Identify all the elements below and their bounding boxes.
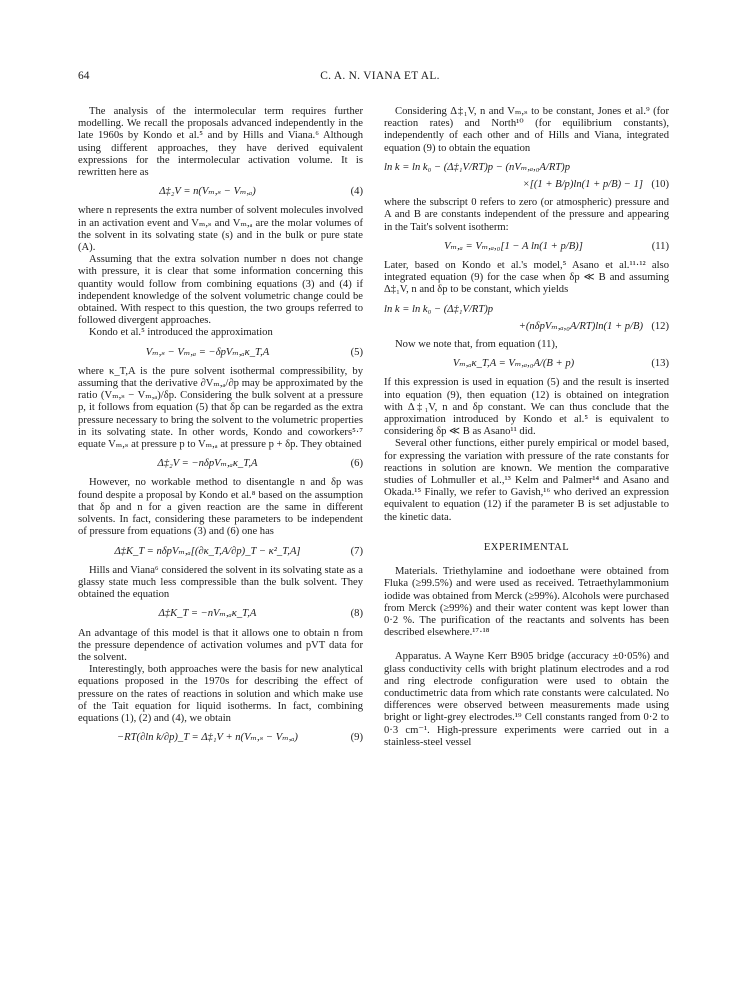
- paragraph: where κ_T,A is the pure solvent isothermal compressibility, by assuming that the derivative ∂Vₘ,ₐ/∂p may be approximated by the ratio (Vₘ,ₛ − Vₘ,ₐ)/δp. Considering the bulk solvent at a pressure p, it follows from equation (5) that δp can be regarded as the extra pressure necessary to bring the solvent to the volumetric properties in its solvating state. In other words, Kondo and coworkers⁵·⁷ equate Vₘ,ₛ at pressure p to Vₘ,ₐ at pressure p + δp. They obtained: [78, 365, 363, 451]
- equation-body: −RT(∂ln k/∂p)_T = Δ‡₁V + n(Vₘ,ₛ − Vₘ,ₐ): [117, 732, 298, 744]
- equation-12-continued: [384, 321, 669, 333]
- equation-body: ×[(1 + B/p)ln(1 + p/B) − 1]: [522, 179, 643, 191]
- equation-number: (13): [651, 358, 669, 370]
- paragraph: If this expression is used in equation (5) and the result is inserted into equation (9), then equation (12) is obtained on integration with Δ‡₁V, n and δp constant. We can thus conclude that the approximation introduced by Kondo et al.⁵ is equivalent to considering δp ≪ B as Asano¹¹ did.: [384, 377, 669, 438]
- equation-number: (12): [651, 320, 669, 332]
- paragraph: Materials. Triethylamine and iodoethane were obtained from Fluka (≥99.5%) and were used as received. Tetraethylammonium iodide was obtained from Merck (≥99%). Alcohols were purchased from Merck (≥99%) and their water content was kept lower than 0·2 %. The purification of the reactants and solvents has been described elsewhere.¹⁷·¹⁸: [384, 566, 669, 639]
- page-number: 64: [78, 70, 90, 82]
- equation-number: (4): [350, 186, 363, 198]
- equation-body: Δ‡₂V = −nδpVₘ,ₐκ_T,A: [157, 458, 258, 470]
- equation-body: Vₘ,ₛ − Vₘ,ₐ = −δpVₘ,ₐκ_T,A: [145, 346, 270, 358]
- equation-10-continued: [384, 179, 669, 191]
- equation-number: (5): [350, 346, 363, 358]
- paragraph: where the subscript 0 refers to zero (or atmospheric) pressure and A and B are constants independent of the pressure and appearing in the Tait's solvent isotherm:: [384, 197, 669, 233]
- equation-8: [78, 608, 363, 620]
- equation-body: Δ‡₂V = n(Vₘ,ₛ − Vₘ,ₐ): [159, 186, 256, 198]
- equation-number: (8): [350, 608, 363, 620]
- equation-body: +(nδpVₘ,ₐ,₀A/RT)ln(1 + p/B): [518, 320, 643, 332]
- paragraph: Kondo et al.⁵ introduced the approximation: [89, 327, 273, 339]
- section-title: EXPERIMENTAL: [483, 541, 570, 553]
- equation-body: ln k = ln k₀ − (Δ‡₁V/RT)p − (nVₘ,ₐ,₀A/RT)p: [384, 161, 571, 173]
- equation-5: [78, 347, 363, 359]
- paragraph-gap: [384, 639, 669, 651]
- equation-number: (7): [350, 545, 363, 557]
- paragraph: Interestingly, both approaches were the basis for new analytical equations proposed in the 1970s for describing the effect of pressure on the rates of reactions in solution and which make use of the Tait equation for liquid isotherms. In fact, combining equations (1), (2) and (4), we obtain: [78, 664, 363, 724]
- paragraph: Hills and Viana⁶ considered the solvent in its solvating state as a glassy state much less compressible than the bulk solvent. They obtained the equation: [78, 564, 363, 601]
- equation-body: Δ‡K_T = nδpVₘ,ₐ[(∂κ_T,A/∂p)_T − κ²_T,A]: [114, 545, 301, 557]
- equation-10: [384, 162, 669, 174]
- paragraph: Assuming that the extra solvation number n does not change with pressure, it is clear that some information concerning this quantity would follow from combining equations (3) and (4) if independent knowledge of the solvent volumetric change could be obtained. With respect to this question, the two groups referred to followed divergent approaches.: [78, 254, 363, 327]
- equation-6: [78, 458, 363, 470]
- equation-number: (6): [350, 458, 363, 470]
- paragraph: The analysis of the intermolecular term requires further modelling. We recall the proposals advanced independently in the late 1960s by Kondo et al.⁵ and by Hills and Viana.⁶ Although using different approaches, they have derived equivalent expressions for the intermolecular activation volume. It is rewritten here as: [78, 106, 363, 179]
- equation-number: (11): [651, 240, 669, 252]
- paragraph: An advantage of this model is that it allows one to obtain n from the pressure dependence of activation volumes and pVT data for the solvent.: [78, 627, 363, 663]
- paragraph: Apparatus. A Wayne Kerr B905 bridge (accuracy ±0·05%) and glass conductivity cells with bright platinum electrodes and a rod and ring electrode configuration were used to obtain the conductimetric data from which rate constants were calculated. No differences were observed between measurements made using bright or light-grey electrodes.¹⁹ Cell constants ranged from 0·2 to 0·3 cm⁻¹. High-pressure experiments were carried out in a stainless-steel vessel: [384, 651, 669, 748]
- paragraph: Several other functions, either purely empirical or model based, for expressing the variation with pressure of the rate constants for reactions in solution are known. We mention the comparative studies of Lohmuller et al.,¹³ Kelm and Palmer¹⁴ and Asano and Okada.¹⁵ Finally, we refer to Gavish,¹⁶ who derived an expression equivalent to equation (12) if the parameter B is set adjustable to the kinetic data.: [384, 438, 669, 523]
- equation-7: [78, 546, 363, 558]
- equation-4: [78, 186, 363, 198]
- equation-11: [384, 241, 669, 253]
- page-header: [78, 70, 682, 86]
- equation-body: Vₘ,ₐκ_T,A = Vₘ,ₐ,₀A/(B + p): [452, 358, 575, 370]
- paragraph: However, no workable method to disentangle n and δp was found despite a proposal by Kondo et al.⁸ based on the assumption that δp and n for a given reaction are the same in different solvents. In fact, considering these parameters to be independent of pressure from equations (3) and (6) one has: [78, 477, 363, 538]
- equation-body: Δ‡K_T = −nVₘ,ₐκ_T,A: [158, 608, 257, 620]
- equation-9: [78, 732, 363, 744]
- equation-body: ln k = ln k₀ − (Δ‡₁V/RT)p: [384, 303, 494, 315]
- equation-13: [384, 358, 669, 370]
- paragraph: Considering Δ‡₁V, n and Vₘ,ₛ to be constant, Jones et al.⁹ (for reaction rates) and North¹⁰ (for equilibrium constants), independently of each other and of Hills and Viana, integrated equation (9) to obtain the equation: [384, 106, 669, 154]
- equation-12: [384, 304, 669, 316]
- paragraph: Now we note that, from equation (11),: [395, 339, 558, 351]
- right-column: [384, 106, 669, 749]
- paragraph: where n represents the extra number of solvent molecules involved in an activation event and Vₘ,ₛ and Vₘ,ₐ are the molar volumes of the solvent in its solvating state (s) and in the bulk or pure state (A).: [78, 205, 363, 254]
- running-head: C. A. N. VIANA ET AL.: [320, 70, 440, 82]
- equation-body: Vₘ,ₐ = Vₘ,ₐ,₀[1 − A ln(1 + p/B)]: [444, 240, 583, 252]
- paragraph: Later, based on Kondo et al.'s model,⁵ Asano et al.¹¹·¹² also integrated equation (9) for the case when δp ≪ B and assuming Δ‡₁V, n and δp to be constant, which yields: [384, 260, 669, 296]
- equation-number: (9): [350, 732, 363, 744]
- left-column: [78, 106, 363, 751]
- equation-number: (10): [651, 179, 669, 191]
